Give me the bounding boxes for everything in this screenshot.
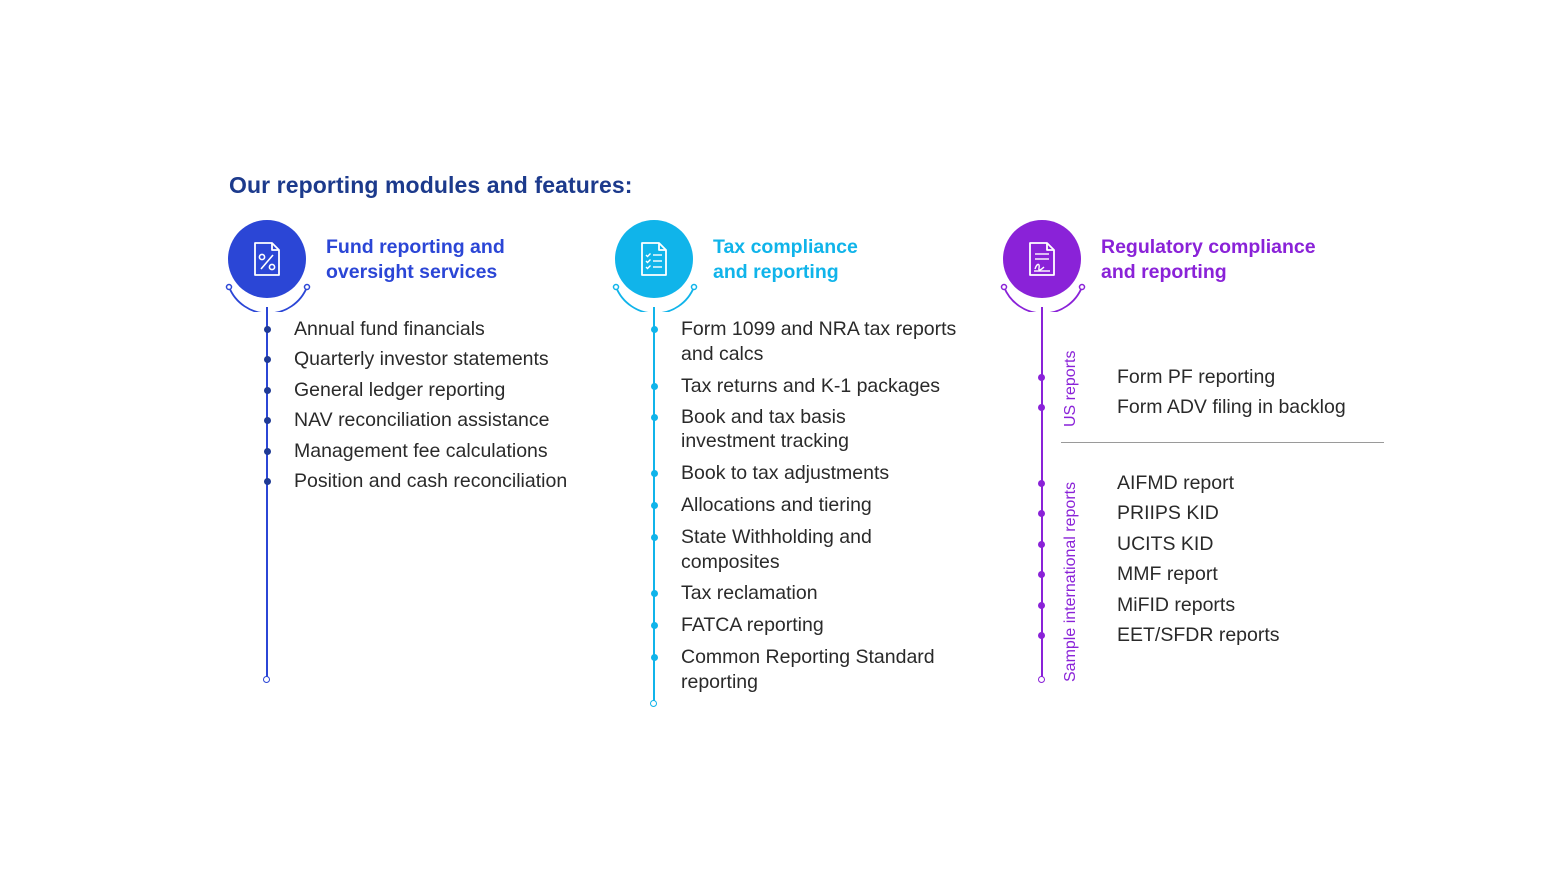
regulatory-compliance-heading: Regulatory compliance and reporting: [1101, 236, 1316, 283]
bullet-dot: [651, 654, 658, 661]
timeline-end: [263, 676, 270, 683]
list-item: MMF report: [1117, 562, 1280, 592]
page-title: Our reporting modules and features:: [229, 172, 633, 198]
list-item: Book and tax basis investment tracking: [681, 405, 956, 462]
group-divider: [1061, 442, 1384, 443]
tax-compliance-list: [681, 317, 956, 695]
bullet-dot: [651, 502, 658, 509]
timeline-line: [1041, 307, 1043, 679]
bullet-dot: [1038, 510, 1045, 517]
list-item: Tax reclamation: [681, 581, 956, 613]
list-item: Annual fund financials: [294, 317, 567, 347]
bullet-dot: [1038, 571, 1045, 578]
bullet-dot: [1038, 541, 1045, 548]
list-item: Management fee calculations: [294, 439, 567, 469]
bullet-dot: [651, 590, 658, 597]
international-reports-label: Sample international reports: [1062, 481, 1079, 682]
list-item: Quarterly investor statements: [294, 347, 567, 377]
tax-compliance-heading: Tax compliance and reporting: [713, 236, 858, 283]
list-item: PRIIPS KID: [1117, 501, 1280, 531]
list-item: Allocations and tiering: [681, 493, 956, 525]
bullet-dot: [264, 326, 271, 333]
checklist-document-icon: [640, 241, 668, 277]
bullet-dot: [1038, 404, 1045, 411]
bullet-dot: [264, 417, 271, 424]
timeline-end: [1038, 676, 1045, 683]
bullet-dot: [651, 470, 658, 477]
bullet-dot: [1038, 632, 1045, 639]
list-item: EET/SFDR reports: [1117, 623, 1280, 653]
list-item: Common Reporting Standard reporting: [681, 645, 956, 695]
bullet-dot: [264, 478, 271, 485]
bullet-dot: [1038, 374, 1045, 381]
list-item: State Withholding and composites: [681, 525, 956, 581]
bullet-dot: [651, 383, 658, 390]
list-item: Form PF reporting: [1117, 365, 1346, 395]
list-item: UCITS KID: [1117, 532, 1280, 562]
list-item: Tax returns and K-1 packages: [681, 374, 956, 405]
badge-arc: [224, 282, 312, 312]
list-item: NAV reconciliation assistance: [294, 408, 567, 438]
fund-reporting-heading: Fund reporting and oversight services: [326, 236, 505, 283]
list-item: FATCA reporting: [681, 613, 956, 645]
badge-arc: [611, 282, 699, 312]
us-reports-list: [1117, 365, 1346, 426]
bullet-dot: [264, 387, 271, 394]
list-item: AIFMD report: [1117, 471, 1280, 501]
bullet-dot: [264, 448, 271, 455]
list-item: General ledger reporting: [294, 378, 567, 408]
timeline-end: [650, 700, 657, 707]
list-item: Position and cash reconciliation: [294, 469, 567, 499]
percent-document-icon: [253, 241, 281, 277]
bullet-dot: [264, 356, 271, 363]
bullet-dot: [651, 622, 658, 629]
list-item: Book to tax adjustments: [681, 461, 956, 493]
bullet-dot: [651, 414, 658, 421]
us-reports-label: US reports: [1062, 350, 1079, 427]
bullet-dot: [1038, 480, 1045, 487]
fund-reporting-list: [294, 317, 567, 499]
list-item: Form ADV filing in backlog: [1117, 395, 1346, 425]
international-reports-list: [1117, 471, 1280, 653]
badge-arc: [999, 282, 1087, 312]
bullet-dot: [651, 326, 658, 333]
list-item: Form 1099 and NRA tax reports and calcs: [681, 317, 956, 374]
bullet-dot: [651, 534, 658, 541]
bullet-dot: [1038, 602, 1045, 609]
signed-document-icon: [1028, 241, 1056, 277]
list-item: MiFID reports: [1117, 593, 1280, 623]
